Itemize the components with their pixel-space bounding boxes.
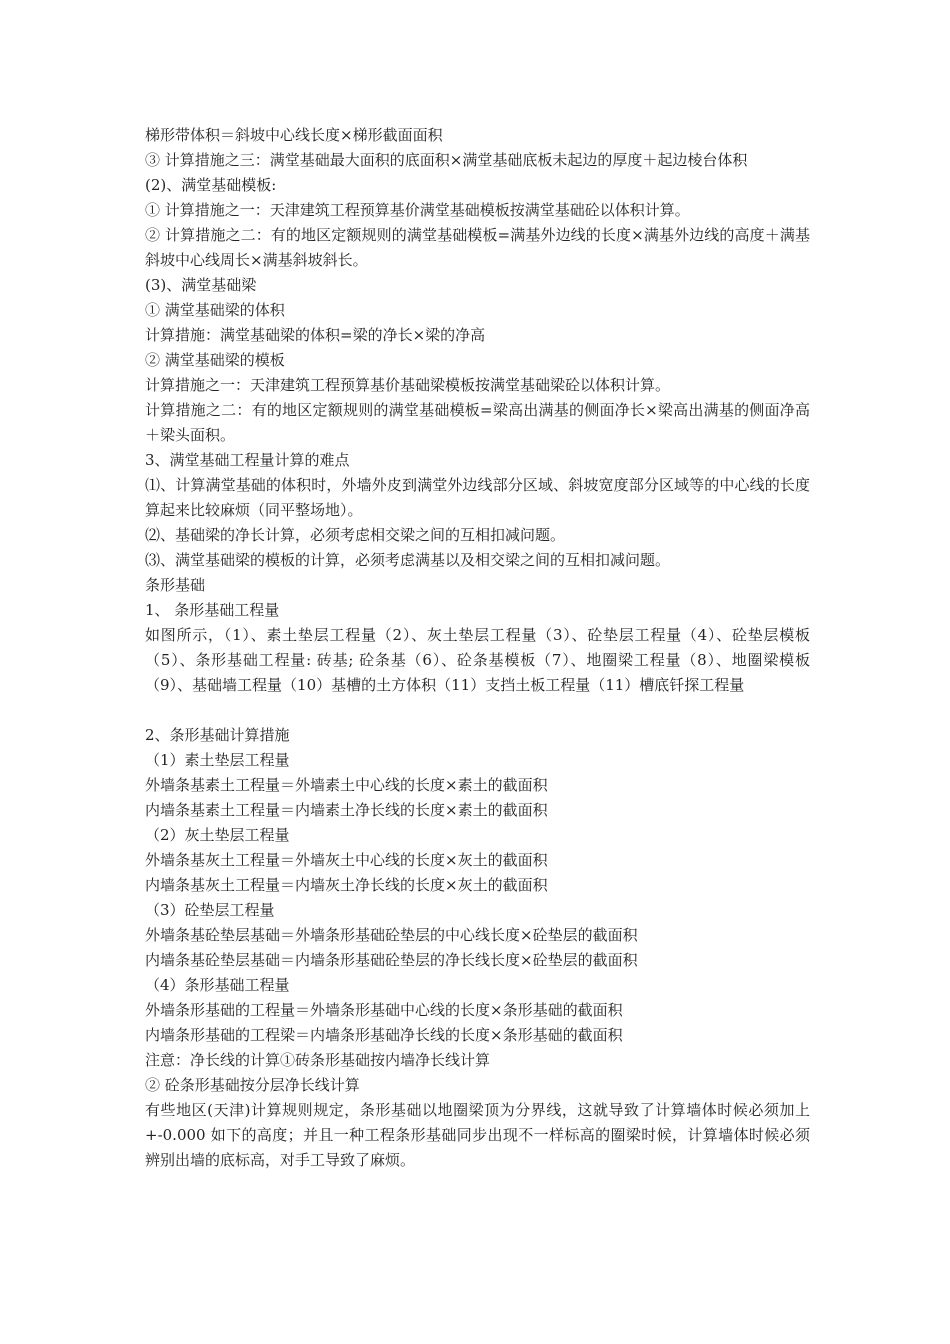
text-line: 内墙条基砼垫层基础＝内墙条形基础砼垫层的净长线长度×砼垫层的截面积 [145,951,638,969]
text-paragraph: ② 计算措施之二：有的地区定额规则的满堂基础模板=满基外边线的长度×满基外边线的高度＋满基斜坡中心线周长×满基斜坡斜长。 [145,226,810,269]
subsection-heading: （4）条形基础工程量 [145,976,290,994]
text-paragraph: 计算措施之二：有的地区定额规则的满堂基础模板=梁高出满基的侧面净长×梁高出满基的侧面净高＋梁头面积。 [145,401,810,444]
text-line: 计算措施：满堂基础梁的体积=梁的净长×梁的净高 [145,326,486,344]
text-line: 外墙条基灰土工程量＝外墙灰土中心线的长度×灰土的截面积 [145,851,548,869]
subsection-heading: （1）素土垫层工程量 [145,751,290,769]
blank-line [145,698,810,723]
subsection-heading: （2）灰土垫层工程量 [145,826,290,844]
text-line: ② 砼条形基础按分层净长线计算 [145,1076,360,1094]
text-line: 外墙条基素土工程量＝外墙素土中心线的长度×素土的截面积 [145,776,548,794]
text-line: 内墙条基灰土工程量＝内墙灰土净长线的长度×灰土的截面积 [145,876,548,894]
text-line: 内墙条基素土工程量＝内墙素土净长线的长度×素土的截面积 [145,801,548,819]
text-paragraph: 有些地区(天津)计算规则规定，条形基础以地圈梁顶为分界线，这就导致了计算墙体时候必须加上+-0.000 如下的高度；并且一种工程条形基础同步出现不一样标高的圈梁时候，计算墙体时候必须辨别出墙的底标高，对手工导致了麻烦。 [145,1101,810,1169]
text-line: ⑶、满堂基础梁的模板的计算，必须考虑满基以及相交梁之间的互相扣减问题。 [145,551,671,569]
text-line: ① 计算措施之一：天津建筑工程预算基价满堂基础模板按满堂基础砼以体积计算。 [145,201,690,219]
text-line: 外墙条形基础的工程量＝外墙条形基础中心线的长度×条形基础的截面积 [145,1001,623,1019]
note-line: 注意：净长线的计算①砖条形基础按内墙净长线计算 [145,1051,491,1069]
section-heading: (3)、满堂基础梁 [145,276,257,294]
text-line: ⑵、基础梁的净长计算，必须考虑相交梁之间的互相扣减问题。 [145,526,566,544]
section-heading: 2、条形基础计算措施 [145,726,290,744]
subsection-heading: （3）砼垫层工程量 [145,901,275,919]
text-line: ② 满堂基础梁的模板 [145,351,285,369]
document-body [145,123,810,1173]
text-line: ① 满堂基础梁的体积 [145,301,285,319]
text-paragraph: ⑴、计算满堂基础的体积时，外墙外皮到满堂外边线部分区域、斜坡宽度部分区域等的中心线的长度算起来比较麻烦（同平整场地）。 [145,476,810,519]
text-paragraph: 如图所示，（1）、素土垫层工程量（2）、灰土垫层工程量（3）、砼垫层工程量（4）、砼垫层模板（5）、条形基础工程量: 砖基; 砼条基（6）、砼条基模板（7）、地圈梁工程量（8）、地圈梁模板（9）、基础墙工程量（10）基槽的土方体积（11）支挡土板工程量（11）槽底钎探工程量 [145,626,810,694]
section-heading: (2)、满堂基础模板: [145,176,277,194]
section-heading: 1、 条形基础工程量 [145,601,280,619]
text-line: 计算措施之一：天津建筑工程预算基价基础梁模板按满堂基础梁砼以体积计算。 [145,376,671,394]
text-paragraph: ③ 计算措施之三：满堂基础最大面积的底面积×满堂基础底板未起边的厚度＋起边棱台体积 [145,151,748,169]
section-heading: 3、满堂基础工程量计算的难点 [145,451,350,469]
text-line: 梯形带体积＝斜坡中心线长度×梯形截面面积 [145,126,443,144]
section-heading: 条形基础 [145,576,206,594]
text-line: 内墙条形基础的工程梁＝内墙条形基础净长线的长度×条形基础的截面积 [145,1026,623,1044]
text-line: 外墙条基砼垫层基础＝外墙条形基础砼垫层的中心线长度×砼垫层的截面积 [145,926,638,944]
